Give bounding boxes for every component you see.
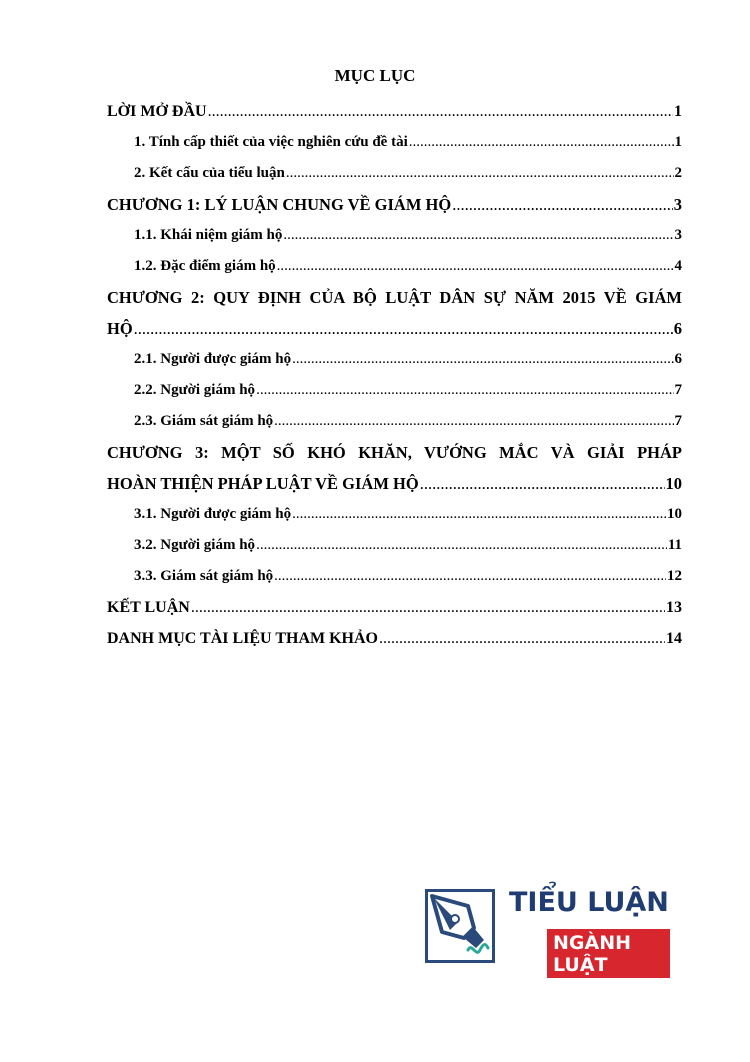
table-of-contents xyxy=(107,96,682,654)
toc-entry-tai-lieu-tham-khao[interactable] xyxy=(107,623,682,654)
toc-entry-1-1[interactable] xyxy=(107,220,682,251)
toc-entry-text: CHƯƠNG 3: MỘT SỐ KHÓ KHĂN, VƯỚNG MẮC VÀ GIẢI PHÁP xyxy=(107,443,682,462)
toc-entry-3-1[interactable] xyxy=(107,499,682,530)
toc-entry-text: 3.1. Người được giám hộ xyxy=(134,506,292,522)
toc-leader-dots xyxy=(286,158,674,189)
toc-leader-dots xyxy=(191,592,665,623)
toc-entry-chuong-1[interactable] xyxy=(107,189,682,220)
toc-leader-dots xyxy=(256,530,667,561)
toc-leader-dots xyxy=(379,623,665,654)
toc-entry-page: 13 xyxy=(666,599,682,616)
toc-entry-page: 12 xyxy=(667,568,682,584)
toc-entry-2-1[interactable] xyxy=(107,344,682,375)
toc-entry-text: 1. Tính cấp thiết của việc nghiên cứu đề tài xyxy=(134,134,408,150)
toc-entry-chuong-3-line1[interactable] xyxy=(107,437,682,468)
toc-entry-text: HOÀN THIỆN PHÁP LUẬT VỀ GIÁM HỘ xyxy=(107,474,419,493)
toc-entry-text: 3.2. Người giám hộ xyxy=(134,537,256,553)
toc-entry-text: 3.3. Giám sát giám hộ xyxy=(134,568,274,584)
toc-entry-loi-mo-dau[interactable] xyxy=(107,96,682,127)
toc-entry-page: 1 xyxy=(674,103,682,120)
toc-entry-2-2[interactable] xyxy=(107,375,682,406)
toc-entry-text: HỘ xyxy=(107,319,133,338)
toc-entry-page: 14 xyxy=(666,630,682,647)
toc-entry-page: 7 xyxy=(674,413,682,429)
toc-entry-page: 10 xyxy=(667,506,682,522)
toc-entry-2-3[interactable] xyxy=(107,406,682,437)
logo-title: TIỂU LUẬN xyxy=(509,887,669,918)
toc-entry-text: DANH MỤC TÀI LIỆU THAM KHẢO xyxy=(107,630,378,647)
toc-entry-1-2[interactable] xyxy=(107,251,682,282)
tieu-luan-nganh-luat-logo xyxy=(425,887,670,976)
toc-leader-dots xyxy=(208,96,673,127)
toc-entry-page: 7 xyxy=(674,382,682,398)
toc-entry-page: 10 xyxy=(665,474,682,493)
toc-leader-dots xyxy=(283,220,673,251)
toc-entry-page: 11 xyxy=(667,537,682,553)
toc-leader-dots xyxy=(420,468,665,499)
toc-entry-page: 3 xyxy=(673,195,682,214)
toc-entry-page: 3 xyxy=(674,227,682,243)
toc-entry-chuong-2-line2[interactable] xyxy=(107,313,682,344)
toc-entry-3-3[interactable] xyxy=(107,561,682,592)
toc-entry-text: CHƯƠNG 2: QUY ĐỊNH CỦA BỘ LUẬT DÂN SỰ NĂM 2015 VỀ GIÁM xyxy=(107,288,682,307)
toc-leader-dots xyxy=(134,313,673,344)
toc-entry-chuong-3-line2[interactable] xyxy=(107,468,682,499)
toc-title: MỤC LỤC xyxy=(334,66,416,85)
toc-entry-page: 1 xyxy=(674,134,682,150)
toc-entry-text: CHƯƠNG 1: LÝ LUẬN CHUNG VỀ GIÁM HỘ xyxy=(107,195,452,214)
toc-leader-dots xyxy=(452,189,673,220)
toc-entry-2[interactable] xyxy=(107,158,682,189)
pen-nib-icon xyxy=(425,889,495,963)
toc-entry-text: 1.1. Khái niệm giám hộ xyxy=(134,227,283,243)
toc-entry-1[interactable] xyxy=(107,127,682,158)
toc-leader-dots xyxy=(292,499,666,530)
toc-entry-page: 4 xyxy=(674,258,682,274)
toc-entry-text: 1.2. Đặc điểm giám hộ xyxy=(134,258,276,274)
toc-leader-dots xyxy=(292,344,673,375)
toc-leader-dots xyxy=(277,251,674,282)
toc-leader-dots xyxy=(409,127,674,158)
toc-entry-page: 6 xyxy=(674,351,682,367)
toc-entry-text: 2.1. Người được giám hộ xyxy=(134,351,292,367)
logo-subtitle: NGÀNH LUẬT xyxy=(547,929,670,978)
toc-leader-dots xyxy=(274,561,666,592)
toc-leader-dots xyxy=(274,406,673,437)
toc-entry-text: 2. Kết cấu của tiểu luận xyxy=(134,165,285,181)
toc-entry-page: 6 xyxy=(673,319,682,338)
toc-entry-3-2[interactable] xyxy=(107,530,682,561)
toc-entry-ket-luan[interactable] xyxy=(107,592,682,623)
toc-leader-dots xyxy=(256,375,673,406)
toc-entry-text: KẾT LUẬN xyxy=(107,599,190,616)
toc-entry-text: 2.2. Người giám hộ xyxy=(134,382,256,398)
toc-entry-text: LỜI MỞ ĐẦU xyxy=(107,103,207,120)
toc-entry-page: 2 xyxy=(674,165,682,181)
toc-entry-text: 2.3. Giám sát giám hộ xyxy=(134,413,274,429)
toc-entry-chuong-2-line1[interactable] xyxy=(107,282,682,313)
